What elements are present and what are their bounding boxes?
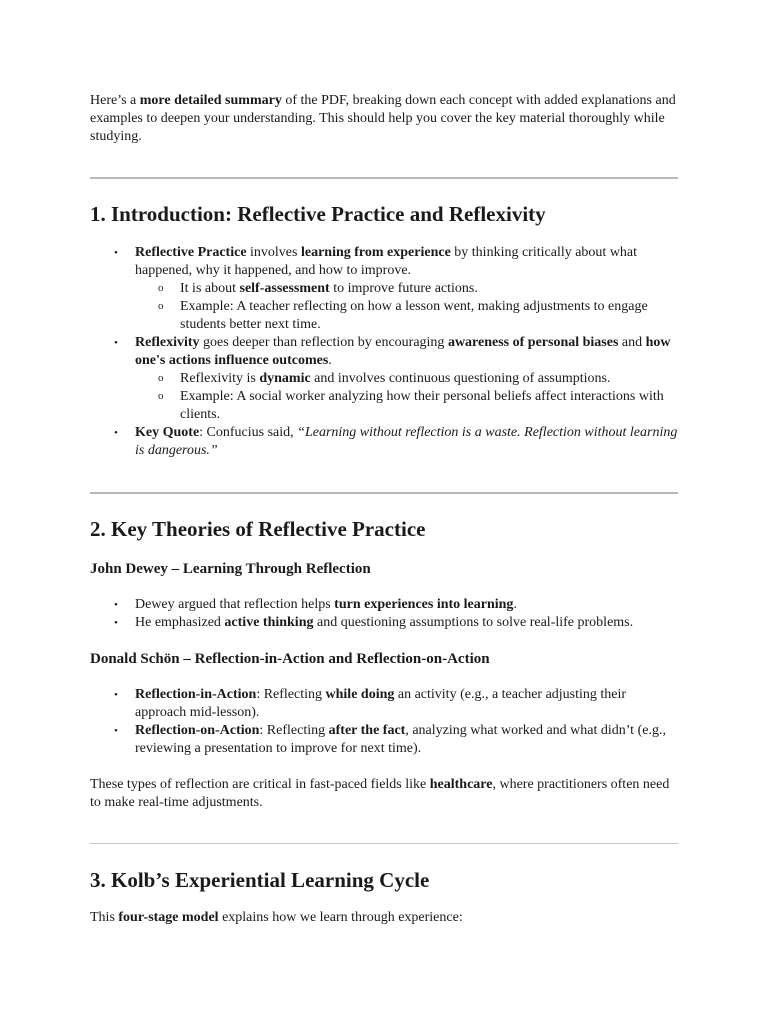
intro-text-1: Here’s a (90, 93, 140, 108)
quote-text: “Learning without reflection is a waste. Reflection without learning is dangerous.” (135, 425, 678, 458)
intro-paragraph (90, 92, 680, 146)
circle-bullet-icon: o (158, 390, 164, 402)
section-divider-3 (90, 843, 678, 844)
intro-text-2: of the PDF, breaking down each concept with added explanations and examples to deepen your understanding. This should help you cover the key material thoroughly while studying. (90, 93, 676, 144)
bullet-icon: • (114, 689, 118, 701)
section-divider-2 (90, 492, 678, 494)
bullet-icon: • (114, 617, 118, 629)
text: This (90, 910, 119, 925)
text: explains how we learn through experience: (218, 910, 463, 925)
sub-list-item (158, 370, 680, 388)
term-reflection-in-action: Reflection-in-Action (135, 687, 257, 702)
bold-text: dynamic (259, 371, 311, 386)
sub-list-item (158, 388, 680, 424)
circle-bullet-icon: o (158, 282, 164, 294)
bullet-icon: • (114, 427, 118, 439)
text: Reflexivity is (180, 371, 260, 386)
text: . (328, 353, 332, 368)
sub-list (135, 370, 680, 424)
section-2-heading: 2. Key Theories of Reflective Practice (90, 517, 426, 541)
closing-paragraph (90, 776, 680, 812)
bullet-icon: • (114, 247, 118, 259)
text: : Confucius said, (199, 425, 298, 440)
text: by thinking critically about what happened, why it happened, and how to improve. (135, 245, 638, 278)
list-item (114, 686, 680, 722)
section-1-list (90, 244, 680, 460)
bold-text: awareness of personal biases (447, 335, 619, 350)
text: : Reflecting (259, 723, 329, 738)
text: and questioning assumptions to solve real-life problems. (313, 615, 634, 630)
sub-list-item (158, 280, 680, 298)
section-3-paragraph (90, 909, 680, 927)
term-reflexivity: Reflexivity (135, 335, 200, 350)
text: to improve future actions. (329, 281, 478, 296)
circle-bullet-icon: o (158, 372, 164, 384)
text: and involves continuous questioning of assumptions. (310, 371, 611, 386)
bold-text: how one's actions influence outcomes (135, 335, 671, 368)
bold-text: while doing (325, 687, 395, 702)
intro-bold: more detailed summary (139, 93, 282, 108)
bullet-icon: • (114, 725, 118, 737)
text: Example: A teacher reflecting on how a lesson went, making adjustments to engage students better next time. (180, 299, 648, 332)
bullet-icon: • (114, 599, 118, 611)
text: Example: A social worker analyzing how their personal beliefs affect interactions with clients. (180, 389, 664, 422)
document-page (90, 92, 680, 927)
text: : Reflecting (256, 687, 326, 702)
schon-list (90, 686, 680, 758)
list-item (114, 334, 680, 424)
text: involves (246, 245, 301, 260)
text: and (618, 335, 646, 350)
text: , analyzing what worked and what didn’t (e.g., reviewing a presentation to improve for next time). (135, 723, 666, 756)
section-1-heading: 1. Introduction: Reflective Practice and Reflexivity (90, 202, 546, 226)
sub-list-item (158, 298, 680, 334)
text: It is about (180, 281, 240, 296)
bold-text: self-assessment (239, 281, 330, 296)
bold-text: active thinking (224, 615, 314, 630)
term-reflection-on-action: Reflection-on-Action (135, 723, 260, 738)
text: goes deeper than reflection by encouraging (199, 335, 448, 350)
circle-bullet-icon: o (158, 300, 164, 312)
dewey-subheading: John Dewey – Learning Through Reflection (90, 561, 371, 577)
list-item (114, 244, 680, 334)
text: an activity (e.g., a teacher adjusting their approach mid-lesson). (135, 687, 627, 720)
list-item (114, 722, 680, 758)
text: These types of reflection are critical in fast-paced fields like (90, 777, 430, 792)
bold-text: healthcare (429, 777, 493, 792)
text: , where practitioners often need to make real-time adjustments. (90, 777, 670, 810)
text: Dewey argued that reflection helps (135, 597, 335, 612)
schon-subheading: Donald Schön – Reflection-in-Action and Reflection-on-Action (90, 651, 490, 667)
term-reflective-practice: Reflective Practice (135, 245, 247, 260)
term-key-quote: Key Quote (135, 425, 200, 440)
sub-list (135, 280, 680, 334)
bold-text: turn experiences into learning (334, 597, 514, 612)
text: He emphasized (135, 615, 225, 630)
bullet-icon: • (114, 337, 118, 349)
list-item (114, 614, 680, 632)
text: . (513, 597, 517, 612)
section-divider-1 (90, 177, 678, 179)
dewey-list (90, 596, 680, 632)
bold-text: after the fact (328, 723, 406, 738)
bold-text: learning from experience (300, 245, 451, 260)
bold-text: four-stage model (118, 910, 219, 925)
list-item (114, 424, 680, 460)
list-item (114, 596, 680, 614)
section-3-heading: 3. Kolb’s Experiential Learning Cycle (90, 868, 430, 892)
